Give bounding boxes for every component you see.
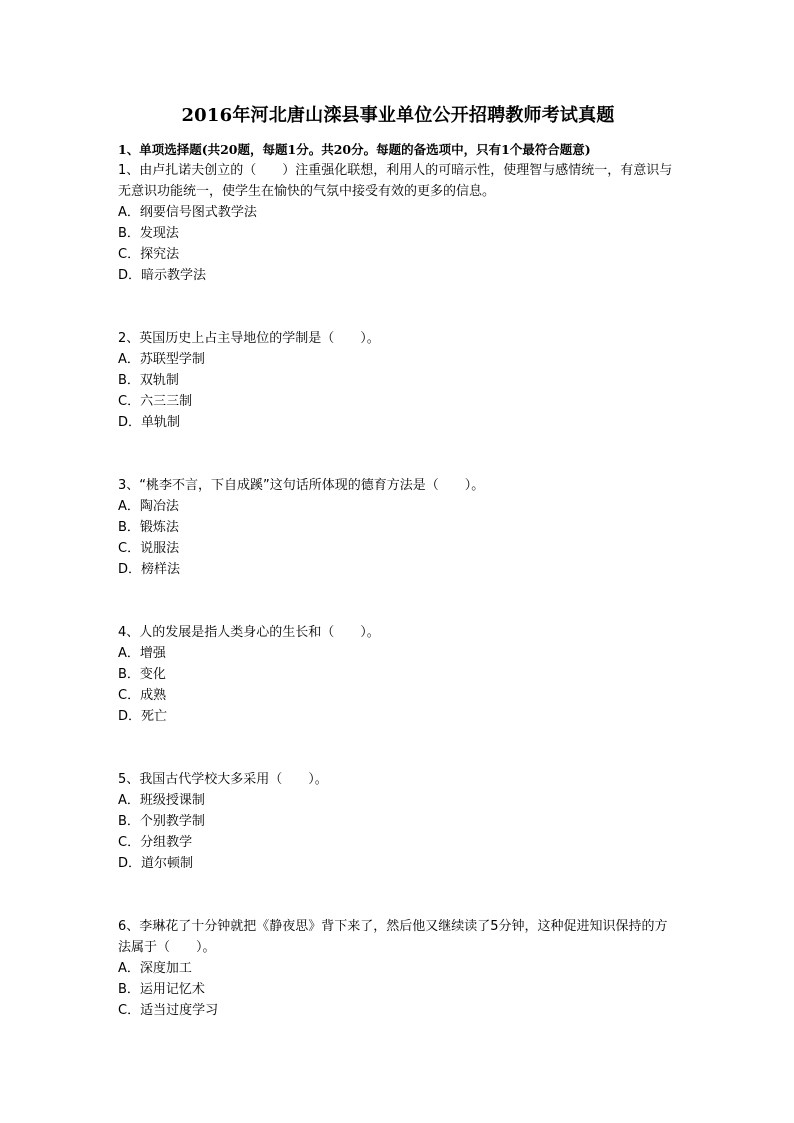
option-b: B．变化 <box>118 667 166 682</box>
question-stem: 2、英国历史上占主导地位的学制是（ ）。 <box>118 331 380 346</box>
question-spacer <box>118 286 678 328</box>
question-stem: 5、我国古代学校大多采用（ ）。 <box>118 772 328 787</box>
question-6 <box>118 916 678 1021</box>
option-d: D．死亡 <box>118 709 168 724</box>
option-b: B．运用记忆术 <box>118 982 205 997</box>
option-c: C．适当过度学习 <box>118 1003 219 1018</box>
option-a: A．苏联型学制 <box>118 352 205 367</box>
option-c: C．分组教学 <box>118 835 193 850</box>
option-a: A．增强 <box>118 646 166 661</box>
option-list <box>118 496 678 580</box>
question-spacer <box>118 433 678 475</box>
document-page <box>118 104 678 1021</box>
option-list <box>118 202 678 286</box>
option-a: A．纲要信号图式教学法 <box>118 205 257 220</box>
option-list <box>118 643 678 727</box>
question-spacer <box>118 580 678 622</box>
option-d: D．榜样法 <box>118 562 181 577</box>
question-spacer <box>118 874 678 916</box>
document-title: 2016年河北唐山滦县事业单位公开招聘教师考试真题 <box>181 105 615 126</box>
option-b: B．锻炼法 <box>118 520 179 535</box>
option-d: D．单轨制 <box>118 415 181 430</box>
option-d: D．暗示教学法 <box>118 268 207 283</box>
option-list <box>118 349 678 433</box>
question-1 <box>118 160 678 286</box>
section-heading: 1、单项选择题(共20题，每题1分。共20分。每题的备选项中，只有1个最符合题意) <box>118 142 591 157</box>
question-5 <box>118 769 678 874</box>
question-stem: 6、李琳花了十分钟就把《静夜思》背下来了，然后他又继续读了5分钟，这种促进知识保持的方法属于（ ）。 <box>118 919 668 955</box>
question-stem: 1、由卢扎诺夫创立的（ ）注重强化联想，利用人的可暗示性，使理智与感情统一，有意识与无意识功能统一，使学生在愉快的气氛中接受有效的更多的信息。 <box>118 163 673 199</box>
question-3 <box>118 475 678 580</box>
option-c: C．六三三制 <box>118 394 193 409</box>
question-spacer <box>118 727 678 769</box>
option-a: A．深度加工 <box>118 961 192 976</box>
question-2 <box>118 328 678 433</box>
option-c: C．成熟 <box>118 688 167 703</box>
option-c: C．探究法 <box>118 247 180 262</box>
option-d: D．道尔顿制 <box>118 856 194 871</box>
question-4 <box>118 622 678 727</box>
option-list <box>118 790 678 874</box>
question-stem: 4、人的发展是指人类身心的生长和（ ）。 <box>118 625 380 640</box>
option-a: A．班级授课制 <box>118 793 205 808</box>
option-c: C．说服法 <box>118 541 180 556</box>
option-b: B．双轨制 <box>118 373 179 388</box>
option-b: B．发现法 <box>118 226 179 241</box>
option-a: A．陶冶法 <box>118 499 179 514</box>
question-stem: 3、“桃李不言，下自成蹊”这句话所体现的德育方法是（ ）。 <box>118 478 485 493</box>
option-b: B．个别教学制 <box>118 814 205 829</box>
option-list <box>118 958 678 1021</box>
